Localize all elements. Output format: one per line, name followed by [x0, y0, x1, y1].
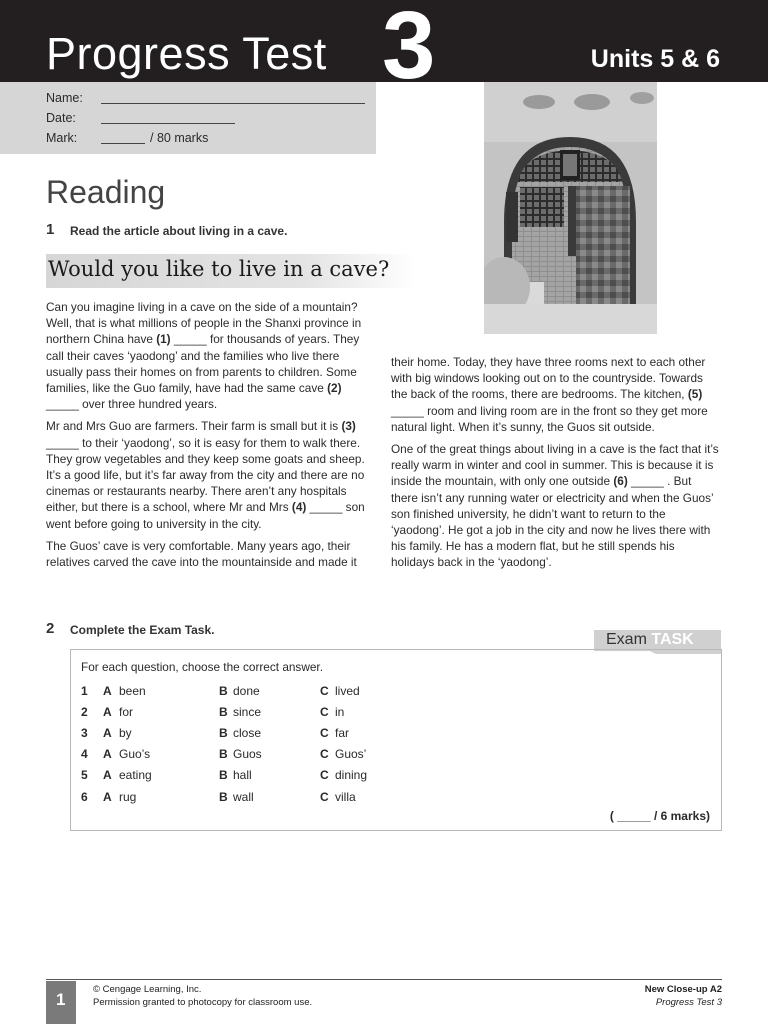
- question-1-number: 1: [46, 221, 55, 238]
- exam-marks: ( _____ / 6 marks): [609, 809, 710, 823]
- units-label: Units 5 & 6: [590, 45, 720, 73]
- article-right-column: [391, 354, 721, 577]
- name-label: Name:: [46, 91, 83, 105]
- option-2c[interactable]: in: [335, 705, 345, 719]
- cave-doorway-image: [484, 82, 657, 334]
- article-paragraph-5: One of the great things about living in a cave is the fact that it’s really warm in winter and cool in summer. This is because it is inside the mountain, with only one outside (6) _____ . But there isn’t any running water or electricity and when the Guos’ son finished university, he didn’t want to return to the ‘yaodong’. He got a job in the city and now he lives there with his family. He has a modern flat, but he still spends his holidays back in the ‘yaodong’.: [391, 442, 719, 570]
- option-4b[interactable]: Guos: [233, 747, 262, 761]
- exam-item: 5 A eating B hall C dining: [81, 768, 368, 782]
- exam-item: 1 A been B done C lived: [81, 684, 360, 698]
- test-number: 3: [382, 0, 436, 99]
- cave-photo: [484, 82, 657, 334]
- mark-field[interactable]: [101, 143, 145, 144]
- page-title: Progress Test: [46, 28, 327, 79]
- exam-item: 6 A rug B wall C villa: [81, 790, 356, 804]
- page-number: 1: [56, 990, 66, 1009]
- option-4c[interactable]: Guos’: [335, 747, 367, 761]
- option-5c[interactable]: dining: [335, 768, 368, 782]
- article-paragraph-3: The Guos’ cave is very comfortable. Many years ago, their relatives carved the cave into the mountainside and made it: [46, 538, 357, 570]
- student-info-box: [0, 82, 376, 154]
- option-3a[interactable]: by: [119, 726, 132, 740]
- option-5b[interactable]: hall: [233, 768, 252, 782]
- exam-instruction: For each question, choose the correct answer.: [81, 660, 323, 674]
- mark-label: Mark:: [46, 131, 78, 145]
- option-2b[interactable]: since: [233, 705, 262, 719]
- marks-total: / 80 marks: [150, 131, 209, 145]
- option-4a[interactable]: Guo’s: [119, 747, 151, 761]
- article-title: Would you like to live in a cave?: [48, 257, 390, 281]
- exam-item: 2 A for B since C in: [81, 705, 345, 719]
- option-2a[interactable]: for: [119, 705, 134, 719]
- date-field[interactable]: [101, 123, 235, 124]
- section-title-reading: Reading: [46, 174, 166, 210]
- question-2-text: Complete the Exam Task.: [70, 623, 215, 637]
- footer-book-title: New Close-up A2: [644, 984, 722, 995]
- option-3c[interactable]: far: [335, 726, 350, 740]
- option-1c[interactable]: lived: [335, 684, 360, 698]
- exam-item: 3 A by B close C far: [81, 726, 350, 740]
- footer-copyright: © Cengage Learning, Inc.: [93, 984, 202, 995]
- exam-task-label: Exam TASK: [606, 631, 694, 648]
- question-2-number: 2: [46, 620, 55, 637]
- date-label: Date:: [46, 111, 76, 125]
- article-paragraph-4: their home. Today, they have three rooms next to each other with big windows looking out on to the countryside. Towards the back of the rooms, there are bedrooms. The kitchen, (5) _____ room and living room are in the front so they get more natural light. When it’s sunny, the Guos sit outside.: [391, 355, 708, 434]
- option-6a[interactable]: rug: [119, 790, 137, 804]
- footer-divider: [46, 979, 722, 980]
- option-1a[interactable]: been: [119, 684, 146, 698]
- article-left-column: [46, 299, 376, 576]
- option-1b[interactable]: done: [233, 684, 260, 698]
- article-paragraph-1: Can you imagine living in a cave on the side of a mountain? Well, that is what millions of people in the Shanxi province in northern China have (1) _____ for thousands of years. They call their caves ‘yaodong’ and the families who live there usually pass their homes on from parents to children. Some families, like the Guo family, have had the same cave (2) _____ over three hundred years.: [46, 300, 362, 412]
- exam-item: 4 A Guo’s B Guos C Guos’: [81, 747, 367, 761]
- footer-test-title: Progress Test 3: [655, 997, 722, 1008]
- question-1-text: Read the article about living in a cave.: [70, 224, 288, 238]
- option-6c[interactable]: villa: [335, 790, 356, 804]
- footer-permission: Permission granted to photocopy for classroom use.: [93, 997, 313, 1008]
- option-6b[interactable]: wall: [233, 790, 254, 804]
- option-5a[interactable]: eating: [119, 768, 152, 782]
- name-field[interactable]: [101, 103, 365, 104]
- article-paragraph-2: Mr and Mrs Guo are farmers. Their farm is small but it is (3) _____ to their ‘yaodong’, so it is easy for them to walk there. They grow vegetables and they keep some goats and sheep. It’s a good life, but it’s far away from the city and there are no cinemas or restaurants nearby. There aren’t any hospitals either, but there is a school, where Mr and Mrs (4) _____ son went before going to university in the city.: [46, 419, 365, 531]
- option-3b[interactable]: close: [233, 726, 262, 740]
